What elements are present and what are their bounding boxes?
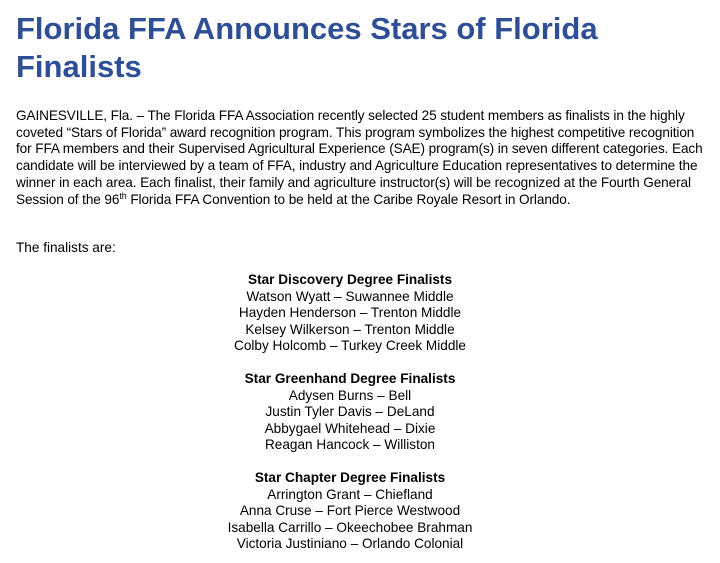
group-title: Star Chapter Degree Finalists (254, 470, 446, 485)
finalists-intro: The finalists are: (16, 240, 116, 255)
finalist-entry: Colby Holcomb – Turkey Creek Middle (234, 338, 466, 353)
group-title: Star Discovery Degree Finalists (248, 272, 452, 287)
finalist-entry: Abbygael Whitehead – Dixie (264, 420, 436, 436)
article-headline: Florida FFA Announces Stars of Florida Finalists (16, 11, 598, 84)
finalist-entry: Kelsey Wilkerson – Trenton Middle (245, 321, 455, 337)
finalists-list (180, 272, 520, 563)
paragraph-text-end: Florida FFA Convention to be held at the Caribe Royale Resort in Orlando. (126, 191, 571, 207)
finalist-entry: Anna Cruse – Fort Pierce Westwood (239, 503, 461, 518)
finalist-entry: Justin Tyler Davis – DeLand (265, 404, 435, 419)
finalist-entry: Victoria Justiniano – Orlando Colonial (236, 536, 464, 551)
finalist-group-greenhand (180, 371, 520, 454)
ordinal-suffix: th (119, 190, 127, 201)
finalist-entry: Arrington Grant – Chiefland (267, 486, 433, 502)
finalist-entry: Adysen Burns – Bell (288, 387, 412, 403)
finalist-entry: Isabella Carrillo – Okeechobee Brahman (227, 519, 473, 535)
finalist-entry: Watson Wyatt – Suwannee Middle (246, 288, 454, 304)
finalist-entry: Hayden Henderson – Trenton Middle (238, 305, 462, 320)
finalist-group-chapter (180, 470, 520, 553)
finalist-entry: Reagan Hancock – Williston (264, 437, 435, 452)
finalist-group-discovery (180, 272, 520, 355)
paragraph-text-main: GAINESVILLE, Fla. – The Florida FFA Association recently selected 25 student members as finalists in the highly coveted “Stars of Florida” award recognition program. This program symbolizes the highest competitive recognition for FFA members and their Supervised Agricultural Experience (SAE) program(s) in seven different categories. Each candidate will be interviewed by a team of FFA, industry and Agriculture Education representatives to determine the winner in each area. Each finalist, their family and agriculture instructor(s) will be recognized at the Fourth General Session of the 96 (16, 108, 703, 207)
group-title: Star Greenhand Degree Finalists (244, 371, 456, 386)
article-paragraph (16, 108, 706, 208)
